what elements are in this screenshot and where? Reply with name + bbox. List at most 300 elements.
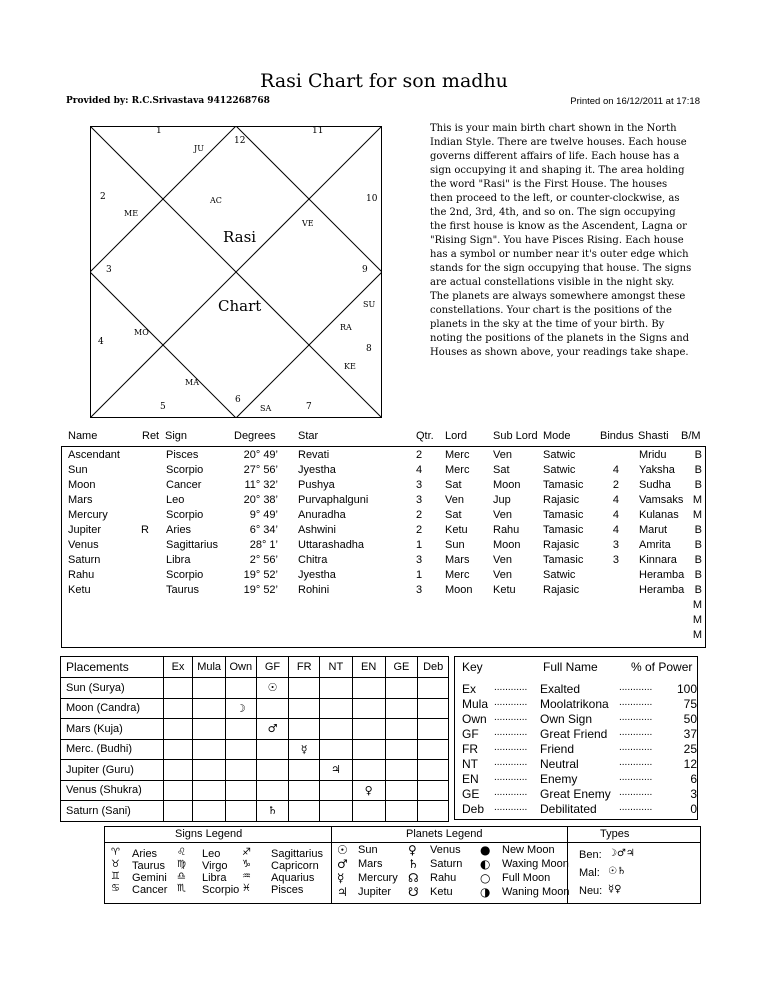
cell-qtr: 2 xyxy=(416,509,423,521)
cell-star: Rohini xyxy=(298,584,330,596)
placement-cell xyxy=(319,678,352,699)
cell-bm: B xyxy=(694,524,702,536)
placement-cell xyxy=(418,719,449,740)
placement-cell xyxy=(226,801,257,822)
planet-label: RA xyxy=(340,323,352,332)
chart-description: This is your main birth chart shown in the North Indian Style. There are twelve houses. Each house governs different affairs of life. Each house has a sign occupying it and shaping it. The area holding the word "Rasi" is the First House. The houses then proceed to the left, or counter-clockwise, as the 2nd, 3rd, 4th, and so on. The sign occupying the first house is know as the Ascendent, Lagna or "Rising Sign". You have Pisces Rising. Each house has a symbol or number near it's outer edge which stands for the sign occupying that house. The signs are actual constellations visible in the night sky. The planets are always somewhere amongst these constellations. Your chart is the positions of the planets in the sky at the time of your birth. By noting the positions of the planets in the Signs and Houses as shown above, your readings take shape. xyxy=(430,123,692,358)
cell-degrees: 28° 1’ xyxy=(249,539,278,551)
key-abbr: FR xyxy=(462,742,478,756)
cell-mode: Rajasic xyxy=(543,539,580,551)
house-number: 4 xyxy=(98,337,104,347)
cell-bm: B xyxy=(694,479,702,491)
key-dots: ............ xyxy=(619,712,653,723)
key-abbr: EN xyxy=(462,772,479,786)
key-fullname: Own Sign xyxy=(540,712,593,726)
cell-bindus: 4 xyxy=(612,464,619,476)
cell-shasti: Mridu xyxy=(639,449,667,461)
sign-name: Sagittarius xyxy=(271,848,323,860)
key-fullname: Great Friend xyxy=(540,727,608,741)
planet-label: JU xyxy=(194,144,204,153)
cell-sign: Sagittarius xyxy=(166,539,218,551)
key-power: 25 xyxy=(683,742,697,756)
placement-cell xyxy=(352,719,385,740)
placements-row xyxy=(61,760,449,781)
placement-cell xyxy=(418,739,449,760)
placement-cell xyxy=(418,760,449,781)
cell-name: Ascendant xyxy=(68,449,120,461)
cell-shasti: Sudha xyxy=(639,479,671,491)
placement-cell xyxy=(385,760,418,781)
cell-name: Jupiter xyxy=(68,524,102,536)
legend-box xyxy=(104,826,701,904)
cell-sign: Scorpio xyxy=(166,464,204,476)
key-dots: ............ xyxy=(619,697,653,708)
placement-cell xyxy=(385,678,418,699)
placements-header: FR xyxy=(289,657,320,678)
cell-sign: Scorpio xyxy=(166,509,204,521)
planet-name: Venus xyxy=(430,844,461,856)
planet-icon: ☿ xyxy=(337,871,345,885)
cell-shasti: Heramba xyxy=(639,584,685,596)
cell-star: Jyestha xyxy=(298,464,336,476)
chart-center-rasi: Rasi xyxy=(223,228,257,246)
type-label: Ben: xyxy=(579,849,602,861)
cell-name: Rahu xyxy=(68,569,95,581)
cell-degrees: 20° 38’ xyxy=(243,494,278,506)
key-power: 3 xyxy=(690,787,697,801)
placement-cell xyxy=(352,760,385,781)
placements-row xyxy=(61,698,449,719)
sign-icon: ♎ xyxy=(177,871,186,882)
placements-header: GF xyxy=(256,657,289,678)
planet-icon: ☊ xyxy=(408,871,419,885)
planet-label: AC xyxy=(210,196,222,205)
cell-qtr: 3 xyxy=(416,584,423,596)
planet-icon: ♀ xyxy=(408,843,417,857)
cell-bm: M xyxy=(692,599,702,611)
planet-icon: ● xyxy=(480,843,491,857)
key-dots: ............ xyxy=(619,802,653,813)
cell-mode: Tamasic xyxy=(543,554,584,566)
key-header-key: Key xyxy=(462,660,483,674)
placement-cell xyxy=(418,801,449,822)
key-box xyxy=(454,656,698,820)
cell-qtr: 3 xyxy=(416,554,423,566)
planet-label: KE xyxy=(344,362,356,371)
key-power: 12 xyxy=(683,757,697,771)
house-number: 6 xyxy=(235,395,241,405)
cell-mode: Rajasic xyxy=(543,494,580,506)
cell-lord: Moon xyxy=(445,584,473,596)
key-dots: ............ xyxy=(619,682,653,693)
cell-lord: Sat xyxy=(445,479,462,491)
key-dots: ............ xyxy=(494,802,528,813)
placements-header-row xyxy=(61,657,449,678)
cell-name: Mercury xyxy=(68,509,108,521)
provided-by: Provided by: R.C.Srivastava 9412268768 xyxy=(66,96,270,106)
cell-shasti: Yaksha xyxy=(639,464,675,476)
cell-shasti: Marut xyxy=(639,524,668,536)
key-abbr: GE xyxy=(462,787,480,801)
cell-shasti: Vamsaks xyxy=(639,494,684,506)
placements-table xyxy=(60,656,449,822)
cell-star: Uttarashadha xyxy=(298,539,365,551)
cell-sublord: Jup xyxy=(493,494,511,506)
placements-header: Deb xyxy=(418,657,449,678)
type-symbols: ☿♀ xyxy=(608,884,622,895)
placement-cell xyxy=(193,678,226,699)
key-dots: ............ xyxy=(494,682,528,693)
placement-cell xyxy=(163,739,193,760)
cell-bindus: 3 xyxy=(612,554,619,566)
placement-cell xyxy=(193,760,226,781)
rasi-chart xyxy=(90,126,382,418)
key-dots: ............ xyxy=(619,787,653,798)
placement-symbol: ☉ xyxy=(256,678,289,699)
cell-sublord: Ven xyxy=(493,509,512,521)
col-header-lord: Lord xyxy=(445,430,468,442)
placement-cell xyxy=(385,780,418,801)
sign-icon: ♋ xyxy=(111,883,120,894)
key-power: 100 xyxy=(676,682,697,696)
col-header-degrees: Degrees xyxy=(234,430,276,442)
cell-sign: Cancer xyxy=(166,479,202,491)
placement-cell xyxy=(163,801,193,822)
cell-mode: Satwic xyxy=(543,449,576,461)
placement-cell xyxy=(163,780,193,801)
cell-degrees: 9° 49’ xyxy=(249,509,278,521)
cell-star: Revati xyxy=(298,449,330,461)
key-dots: ............ xyxy=(619,727,653,738)
key-dots: ............ xyxy=(494,727,528,738)
key-dots: ............ xyxy=(619,742,653,753)
cell-degrees: 19° 52’ xyxy=(243,584,278,596)
planet-label: MA xyxy=(185,378,199,387)
house-number: 9 xyxy=(362,265,368,275)
cell-bm: M xyxy=(692,509,702,521)
placement-symbol: ☽ xyxy=(226,698,257,719)
planet-name: Jupiter xyxy=(358,886,392,898)
col-header-bm: B/M xyxy=(681,430,701,442)
cell-qtr: 2 xyxy=(416,449,423,461)
page-title: Rasi Chart for son madhu xyxy=(260,70,508,92)
cell-shasti: Heramba xyxy=(639,569,685,581)
key-abbr: Mula xyxy=(462,697,489,711)
placement-cell xyxy=(226,780,257,801)
cell-mode: Satwic xyxy=(543,569,576,581)
sign-icon: ♒ xyxy=(242,871,251,882)
cell-lord: Merc xyxy=(445,569,470,581)
planet-name: Rahu xyxy=(430,872,457,884)
key-abbr: Own xyxy=(462,712,487,726)
sign-name: Aquarius xyxy=(271,872,315,884)
placement-cell xyxy=(256,760,289,781)
planet-name: Ketu xyxy=(430,886,453,898)
placements-row xyxy=(61,780,449,801)
planet-label: SA xyxy=(260,404,272,413)
placement-cell xyxy=(289,801,320,822)
sign-icon: ♉ xyxy=(111,859,120,870)
cell-name: Mars xyxy=(68,494,93,506)
cell-star: Purvaphalguni xyxy=(298,494,369,506)
cell-mode: Satwic xyxy=(543,464,576,476)
placements-header: EN xyxy=(352,657,385,678)
cell-star: Ashwini xyxy=(298,524,336,536)
placements-header: Mula xyxy=(193,657,226,678)
placement-cell xyxy=(193,780,226,801)
placements-row xyxy=(61,678,449,699)
placement-cell xyxy=(256,780,289,801)
cell-qtr: 3 xyxy=(416,494,423,506)
cell-degrees: 11° 32’ xyxy=(244,479,278,491)
cell-shasti: Amrita xyxy=(639,539,671,551)
placement-cell xyxy=(352,801,385,822)
planet-icon: ◐ xyxy=(480,857,491,871)
placement-cell xyxy=(289,678,320,699)
cell-bindus: 3 xyxy=(612,539,619,551)
planet-icon: ☋ xyxy=(408,885,419,899)
planet-icon: ○ xyxy=(480,871,491,885)
key-abbr: Ex xyxy=(462,682,477,696)
planet-name: Waxing Moon xyxy=(502,858,569,870)
placement-cell xyxy=(163,760,193,781)
sign-icon: ♏ xyxy=(177,883,186,894)
sign-name: Cancer xyxy=(132,884,168,896)
placement-cell xyxy=(289,719,320,740)
placement-cell xyxy=(418,780,449,801)
house-number: 3 xyxy=(106,265,112,275)
cell-sign: Libra xyxy=(166,554,191,566)
col-header-sublord: Sub Lord xyxy=(493,430,538,442)
placement-cell xyxy=(319,780,352,801)
placement-symbol: ♀ xyxy=(352,780,385,801)
cell-ret: R xyxy=(141,524,149,536)
cell-bm: M xyxy=(692,614,702,626)
type-label: Mal: xyxy=(579,867,600,879)
cell-mode: Tamasic xyxy=(543,479,584,491)
cell-degrees: 2° 56’ xyxy=(249,554,278,566)
placement-cell xyxy=(319,719,352,740)
cell-star: Chitra xyxy=(298,554,328,566)
house-number: 8 xyxy=(366,344,372,354)
planet-icon: ♂ xyxy=(337,857,348,871)
cell-qtr: 4 xyxy=(416,464,423,476)
placement-cell xyxy=(319,739,352,760)
placement-cell xyxy=(385,719,418,740)
key-header-power: % of Power xyxy=(631,660,693,674)
planets-legend-title: Planets Legend xyxy=(406,828,483,840)
planet-icon: ☉ xyxy=(337,843,348,857)
placement-cell xyxy=(385,801,418,822)
col-header-bindus: Bindus xyxy=(600,430,634,442)
planet-name: Mars xyxy=(358,858,383,870)
sign-name: Scorpio xyxy=(202,884,240,896)
planet-name: New Moon xyxy=(502,844,555,856)
cell-mode: Tamasic xyxy=(543,509,584,521)
key-fullname: Great Enemy xyxy=(540,787,611,801)
placement-cell xyxy=(163,678,193,699)
planet-name: Full Moon xyxy=(502,872,551,884)
chart-lines xyxy=(90,126,382,418)
cell-sublord: Moon xyxy=(493,539,521,551)
cell-sublord: Ven xyxy=(493,449,512,461)
cell-lord: Ven xyxy=(445,494,464,506)
col-header-qtr: Qtr. xyxy=(416,430,434,442)
placement-cell xyxy=(256,739,289,760)
placements-header: Ex xyxy=(163,657,193,678)
key-power: 75 xyxy=(683,697,697,711)
placements-header: Placements xyxy=(61,657,164,678)
type-symbols: ☉♄ xyxy=(608,866,626,877)
cell-star: Pushya xyxy=(298,479,335,491)
placements-row xyxy=(61,739,449,760)
signs-legend-title: Signs Legend xyxy=(175,828,243,840)
key-dots: ............ xyxy=(494,787,528,798)
cell-bm: M xyxy=(692,494,702,506)
cell-lord: Mars xyxy=(445,554,470,566)
placements-header: GE xyxy=(385,657,418,678)
placement-name: Merc. (Budhi) xyxy=(61,739,164,760)
placement-cell xyxy=(319,801,352,822)
cell-sublord: Ven xyxy=(493,554,512,566)
placement-cell xyxy=(352,698,385,719)
sign-icon: ♐ xyxy=(242,847,251,858)
key-fullname: Moolatrikona xyxy=(540,697,609,711)
cell-name: Sun xyxy=(68,464,88,476)
cell-sublord: Sat xyxy=(493,464,510,476)
cell-degrees: 19° 52’ xyxy=(243,569,278,581)
placement-cell xyxy=(226,739,257,760)
printed-date: Printed on 16/12/2011 at 17:18 xyxy=(570,96,700,107)
planet-icon: ◑ xyxy=(480,885,491,899)
planet-icon: ♃ xyxy=(337,885,348,899)
placement-cell xyxy=(385,739,418,760)
cell-star: Jyestha xyxy=(298,569,336,581)
sign-icon: ♈ xyxy=(111,847,120,858)
placements-row xyxy=(61,801,449,822)
cell-bm: B xyxy=(694,449,702,461)
sign-name: Virgo xyxy=(202,860,228,872)
col-header-name: Name xyxy=(68,430,98,442)
cell-qtr: 2 xyxy=(416,524,423,536)
cell-sign: Leo xyxy=(166,494,185,506)
cell-sign: Pisces xyxy=(166,449,199,461)
sign-name: Pisces xyxy=(271,884,304,896)
cell-bm: B xyxy=(694,554,702,566)
placements-row xyxy=(61,719,449,740)
planet-name: Mercury xyxy=(358,872,398,884)
placement-name: Mars (Kuja) xyxy=(61,719,164,740)
key-fullname: Neutral xyxy=(540,757,579,771)
sign-name: Gemini xyxy=(132,872,167,884)
cell-sublord: Moon xyxy=(493,479,521,491)
house-number: 11 xyxy=(312,126,324,136)
cell-lord: Sat xyxy=(445,509,462,521)
placement-cell xyxy=(193,739,226,760)
key-dots: ............ xyxy=(494,712,528,723)
house-number: 2 xyxy=(100,192,106,202)
col-header-ret: Ret xyxy=(142,430,160,442)
key-fullname: Enemy xyxy=(540,772,578,786)
placement-cell xyxy=(289,780,320,801)
key-dots: ............ xyxy=(494,772,528,783)
planet-label: MO xyxy=(134,328,149,337)
cell-lord: Merc xyxy=(445,449,470,461)
cell-bm: M xyxy=(692,629,702,641)
placement-name: Moon (Candra) xyxy=(61,698,164,719)
cell-sublord: Rahu xyxy=(493,524,520,536)
placement-cell xyxy=(289,760,320,781)
placement-cell xyxy=(226,760,257,781)
placement-cell xyxy=(418,678,449,699)
type-symbols: ☽♂♃ xyxy=(608,848,635,859)
placement-symbol: ☿ xyxy=(289,739,320,760)
sign-icon: ♍ xyxy=(177,859,186,870)
house-number: 10 xyxy=(366,194,378,204)
placement-cell xyxy=(289,698,320,719)
cell-bm: B xyxy=(694,584,702,596)
placement-cell xyxy=(163,698,193,719)
key-dots: ............ xyxy=(494,697,528,708)
cell-bm: B xyxy=(694,539,702,551)
placement-cell xyxy=(385,698,418,719)
sign-name: Taurus xyxy=(132,860,166,872)
placement-cell xyxy=(226,719,257,740)
cell-name: Venus xyxy=(68,539,99,551)
cell-mode: Tamasic xyxy=(543,524,584,536)
planet-name: Waning Moon xyxy=(502,886,570,898)
col-header-sign: Sign xyxy=(165,430,188,442)
sign-icon: ♌ xyxy=(177,847,186,858)
placement-cell xyxy=(193,698,226,719)
cell-degrees: 20° 49’ xyxy=(243,449,278,461)
key-abbr: Deb xyxy=(462,802,485,816)
sign-name: Aries xyxy=(132,848,158,860)
key-power: 37 xyxy=(683,727,697,741)
cell-sign: Aries xyxy=(166,524,192,536)
sign-icon: ♊ xyxy=(111,871,120,882)
cell-sublord: Ketu xyxy=(493,584,516,596)
cell-shasti: Kinnara xyxy=(639,554,677,566)
cell-name: Ketu xyxy=(68,584,91,596)
col-header-star: Star xyxy=(298,430,319,442)
placement-cell xyxy=(193,719,226,740)
type-label: Neu: xyxy=(579,885,603,897)
key-fullname: Debilitated xyxy=(540,802,597,816)
planet-table xyxy=(61,446,706,648)
placement-cell xyxy=(163,719,193,740)
key-power: 50 xyxy=(683,712,697,726)
types-title: Types xyxy=(600,828,630,840)
cell-lord: Ketu xyxy=(445,524,468,536)
planet-label: VE xyxy=(302,219,314,228)
key-dots: ............ xyxy=(619,772,653,783)
cell-shasti: Kulanas xyxy=(639,509,679,521)
cell-bindus: 4 xyxy=(612,494,619,506)
house-number: 1 xyxy=(156,126,162,136)
placement-cell xyxy=(352,739,385,760)
planet-name: Sun xyxy=(358,844,378,856)
placement-name: Sun (Surya) xyxy=(61,678,164,699)
placement-cell xyxy=(352,678,385,699)
placement-name: Venus (Shukra) xyxy=(61,780,164,801)
cell-bm: B xyxy=(694,464,702,476)
key-fullname: Friend xyxy=(540,742,575,756)
house-number: 12 xyxy=(234,136,246,146)
sign-icon: ♑ xyxy=(242,859,251,870)
key-dots: ............ xyxy=(619,757,653,768)
key-dots: ............ xyxy=(494,757,528,768)
